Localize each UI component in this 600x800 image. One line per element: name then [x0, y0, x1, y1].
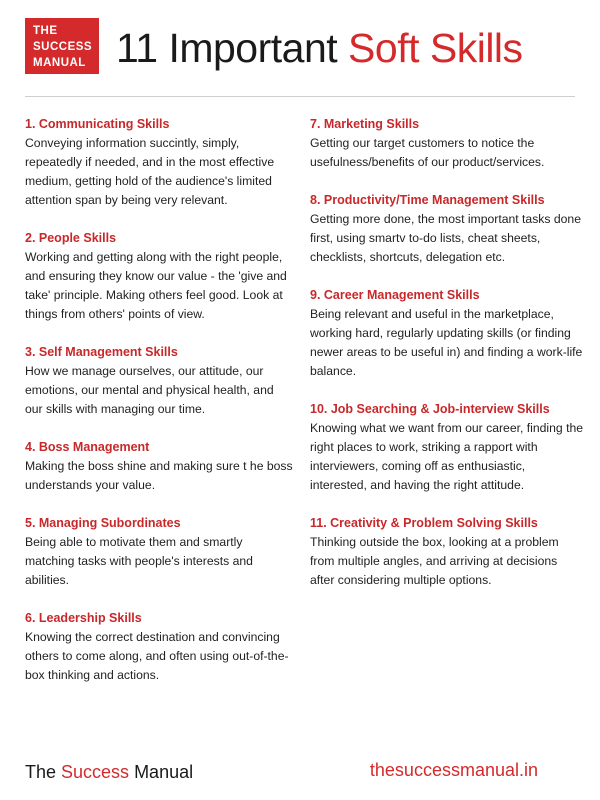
page-title — [116, 22, 523, 74]
skills-column-left — [25, 116, 293, 705]
footer-website-link[interactable]: thesuccessmanual.in — [369, 760, 538, 780]
skill-title: 11. Creativity & Problem Solving Skills — [310, 516, 538, 530]
logo — [25, 18, 99, 74]
header-divider — [25, 96, 575, 97]
skill-description: Working and getting along with the right people, and ensuring they know our value - the 'give and take' principle. Making others feel good. Look at things from others' points of view. — [25, 250, 287, 321]
skill-description: Getting more done, the most important tasks done first, using smartv to-do lists, cheat sheets, checklists, shortcuts, delegation etc. — [310, 212, 581, 264]
skill-item — [25, 344, 293, 419]
skill-description: How we manage ourselves, our attitude, our emotions, our mental and physical health, and our skills with managing our time. — [25, 364, 274, 416]
skill-title: 5. Managing Subordinates — [25, 516, 181, 530]
skill-title: 10. Job Searching & Job-interview Skills — [310, 402, 550, 416]
skill-description: Knowing the correct destination and convincing others to come along, and often using out-of-the-box thinking and actions. — [25, 630, 289, 682]
page-title-highlight: Soft Skills — [348, 25, 523, 71]
skill-description: Knowing what we want from our career, finding the right places to work, striking a rapport with interviewers, coming off as enthusiastic, interested, and having the right attitude. — [310, 421, 584, 492]
skill-item — [25, 116, 293, 210]
skill-item — [25, 610, 293, 685]
skill-title: 2. People Skills — [25, 231, 117, 245]
skill-title: 6. Leadership Skills — [25, 611, 142, 625]
skill-description: Getting our target customers to notice the usefulness/benefits of our product/services. — [310, 136, 545, 169]
footer-brand-success: Success — [61, 762, 130, 782]
skill-title: 7. Marketing Skills — [310, 117, 420, 131]
footer-brand — [25, 762, 193, 783]
skill-description: Being relevant and useful in the marketplace, working hard, regularly updating skills (or finding newer areas to be useful in) and finding a work-life balance. — [310, 307, 583, 378]
skill-title: 4. Boss Management — [25, 440, 150, 454]
skill-description: Thinking outside the box, looking at a problem from multiple angles, and arriving at decisions after considering multiple options. — [310, 535, 559, 587]
skill-item — [310, 401, 585, 495]
skill-description: Making the boss shine and making sure t he boss understands your value. — [25, 459, 293, 492]
logo-line-3: MANUAL — [33, 57, 86, 69]
skill-item — [310, 287, 585, 381]
skill-item — [310, 192, 585, 267]
skill-item — [310, 116, 585, 172]
skill-title: 8. Productivity/Time Management Skills — [310, 193, 545, 207]
skill-title: 1. Communicating Skills — [25, 117, 170, 131]
skill-item — [25, 439, 293, 495]
logo-line-1: THE — [33, 25, 58, 37]
footer-brand-manual: Manual — [129, 762, 194, 782]
skill-item — [25, 515, 293, 590]
footer-brand-the: The — [25, 762, 62, 782]
logo-line-2: SUCCESS — [33, 41, 93, 53]
skill-title: 3. Self Management Skills — [25, 345, 178, 359]
skill-description: Conveying information succintly, simply, repeatedly if needed, and in the most effective medium, getting hold of the audience's limited attention span by being very relevant. — [25, 136, 275, 207]
skill-item — [25, 230, 293, 324]
page-title-main: 11 Important — [116, 25, 349, 71]
skills-column-right — [310, 116, 585, 610]
skill-item — [310, 515, 585, 590]
skill-title: 9. Career Management Skills — [310, 288, 480, 302]
skill-description: Being able to motivate them and smartly matching tasks with people's interests and abilities. — [25, 535, 253, 587]
